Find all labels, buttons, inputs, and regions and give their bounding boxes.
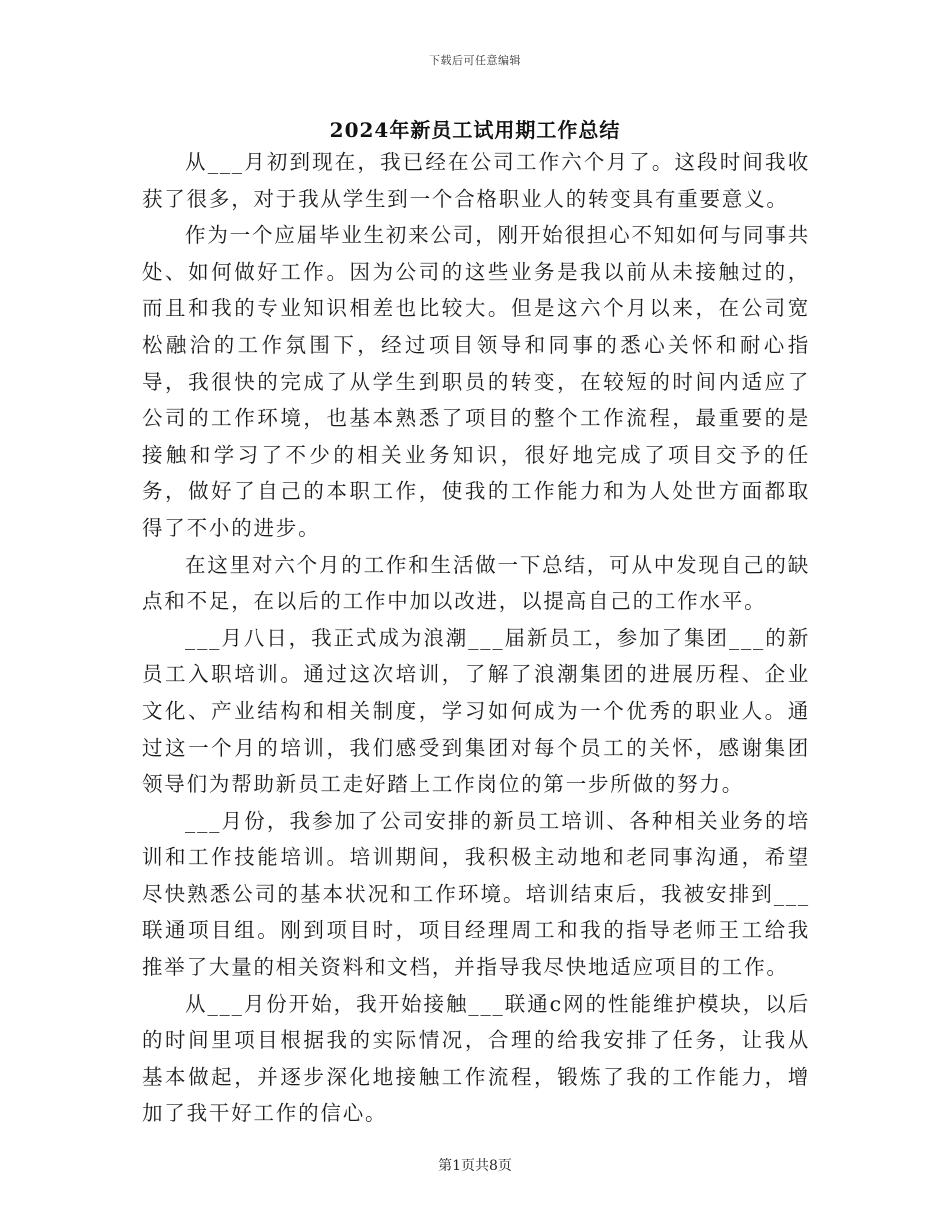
document-title: 2024年新员工试用期工作总结 xyxy=(329,118,621,142)
paragraph: 作为一个应届毕业生初来公司，刚开始很担心不知如何与同事共处、如何做好工作。因为公司的这些业务是我以前从未接触过的，而且和我的专业知识相差也比较大。但是这六个月以来，在公司宽松融洽的工作氛围下，经过项目领导和同事的悉心关怀和耐心指导，我很快的完成了从学生到职员的转变，在较短的时间内适应了公司的工作环境，也基本熟悉了项目的整个工作流程，最重要的是接触和学习了不少的相关业务知识，很好地完成了项目交予的任务，做好了自己的本职工作，使我的工作能力和为人处世方面都取得了不小的进步。 xyxy=(142,223,810,540)
page-number-footer: 第1页共8页 xyxy=(438,1158,512,1174)
paragraph: ___月份，我参加了公司安排的新员工培训、各种相关业务的培训和工作技能培训。培训期间，我积极主动地和老同事沟通，希望尽快熟悉公司的基本状况和工作环境。培训结束后，我被安排到___联通项目组。刚到项目时，项目经理周工和我的指导老师王工给我推举了大量的相关资料和文档，并指导我尽快地适应项目的工作。 xyxy=(142,808,810,980)
paragraph: ___月八日，我正式成为浪潮___届新员工，参加了集团___的新员工入职培训。通过这次培训，了解了浪潮集团的进展历程、企业文化、产业结构和相关制度，学习如何成为一个优秀的职业人。通过这一个月的培训，我们感受到集团对每个员工的关怀，感谢集团领导们为帮助新员工走好踏上工作岗位的第一步所做的努力。 xyxy=(142,625,810,797)
paragraph: 从___月份开始，我开始接触___联通c网的性能维护模块，以后的时间里项目根据我的实际情况，合理的给我安排了任务，让我从基本做起，并逐步深化地接触工作流程，锻炼了我的工作能力，增加了我干好工作的信心。 xyxy=(142,991,810,1126)
header-note: 下载后可任意编辑 xyxy=(429,54,521,67)
paragraph: 在这里对六个月的工作和生活做一下总结，可从中发现自己的缺点和不足，在以后的工作中加以改进，以提高自己的工作水平。 xyxy=(142,552,810,614)
paragraph: 从___月初到现在，我已经在公司工作六个月了。这段时间我收获了很多，对于我从学生到一个合格职业人的转变具有重要意义。 xyxy=(142,150,810,211)
document-body xyxy=(142,144,810,1132)
